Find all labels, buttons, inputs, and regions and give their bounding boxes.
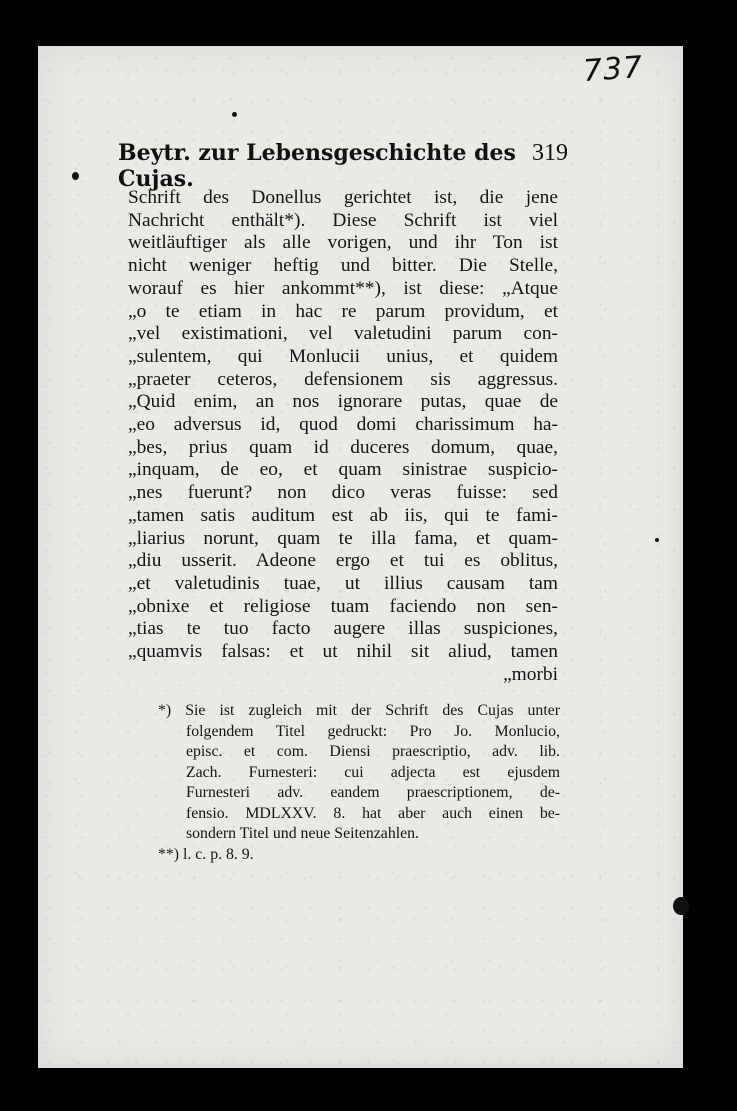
- catchword: „morbi: [503, 663, 558, 685]
- handwritten-folio-number: 737: [581, 49, 645, 90]
- body-line: „eo adversus id, quod domi charissimum ha-: [128, 414, 558, 436]
- running-head-title: Beytr. zur Lebensgeschichte des Cujas.: [118, 140, 516, 192]
- body-line: „tamen satis auditum est ab iis, qui te fami-: [128, 504, 558, 526]
- body-line: „praeter ceteros, defensionem sis aggressus.: [128, 368, 558, 390]
- body-line: „tias te tuo facto augere illas suspiciones,: [128, 618, 558, 640]
- body-line: „Quid enim, an nos ignorare putas, quae de: [128, 391, 558, 413]
- body-line: „vel existimationi, vel valetudini parum con-: [128, 323, 558, 345]
- page-number: 319: [532, 140, 568, 166]
- footnote-line: Furnesteri adv. eandem praescriptionem, de-: [186, 784, 560, 801]
- footnote-line: episc. et com. Diensi praescriptio, adv. lib.: [186, 743, 560, 760]
- body-line: „diu usserit. Adeone ergo et tui es oblitus,: [128, 550, 558, 572]
- body-text: [128, 187, 558, 686]
- body-line: „quamvis falsas: et ut nihil sit aliud, tamen: [128, 641, 558, 663]
- body-line: Schrift des Donellus gerichtet ist, die jene: [128, 187, 558, 208]
- ink-speck: [72, 172, 79, 180]
- body-line: „bes, prius quam id duceres domum, quae,: [128, 436, 558, 458]
- body-line: „o te etiam in hac re parum providum, et: [128, 300, 558, 322]
- body-line: worauf es hier ankommt**), ist diese: „Atque: [128, 277, 558, 299]
- ink-speck: [655, 538, 659, 542]
- body-line: weitläuftiger als alle vorigen, und ihr Ton ist: [128, 232, 558, 254]
- body-line: „liarius norunt, quam te illa fama, et quam-: [128, 527, 558, 549]
- footnote-line: fensio. MDLXXV. 8. hat aber auch einen be-: [186, 804, 560, 822]
- body-line: Nachricht enthält*). Diese Schrift ist viel: [128, 209, 558, 231]
- body-line: „et valetudinis tuae, ut illius causam tam: [128, 572, 558, 594]
- running-head: [118, 140, 568, 192]
- footnote-line: sondern Titel und neue Seitenzahlen.: [186, 825, 419, 842]
- body-line: nicht weniger heftig und bitter. Die Stelle,: [128, 255, 558, 277]
- footnote-line: *) Sie ist zugleich mit der Schrift des Cujas unter: [158, 702, 560, 719]
- body-line: „obnixe et religiose tuam faciendo non sen-: [128, 595, 558, 617]
- body-line: „nes fuerunt? non dico veras fuisse: sed: [128, 482, 558, 504]
- ink-speck: [673, 897, 689, 915]
- body-line: „inquam, de eo, et quam sinistrae suspicio-: [128, 459, 558, 481]
- ink-speck: [232, 112, 237, 117]
- footnotes: [160, 701, 560, 865]
- body-line: „sulentem, qui Monlucii unius, et quidem: [128, 345, 558, 367]
- footnote-line: Zach. Furnesteri: cui adjecta est ejusdem: [186, 763, 560, 781]
- footnote-line: folgendem Titel gedruckt: Pro Jo. Monlucio,: [186, 722, 560, 740]
- footnote-line: **) l. c. p. 8. 9.: [158, 845, 254, 863]
